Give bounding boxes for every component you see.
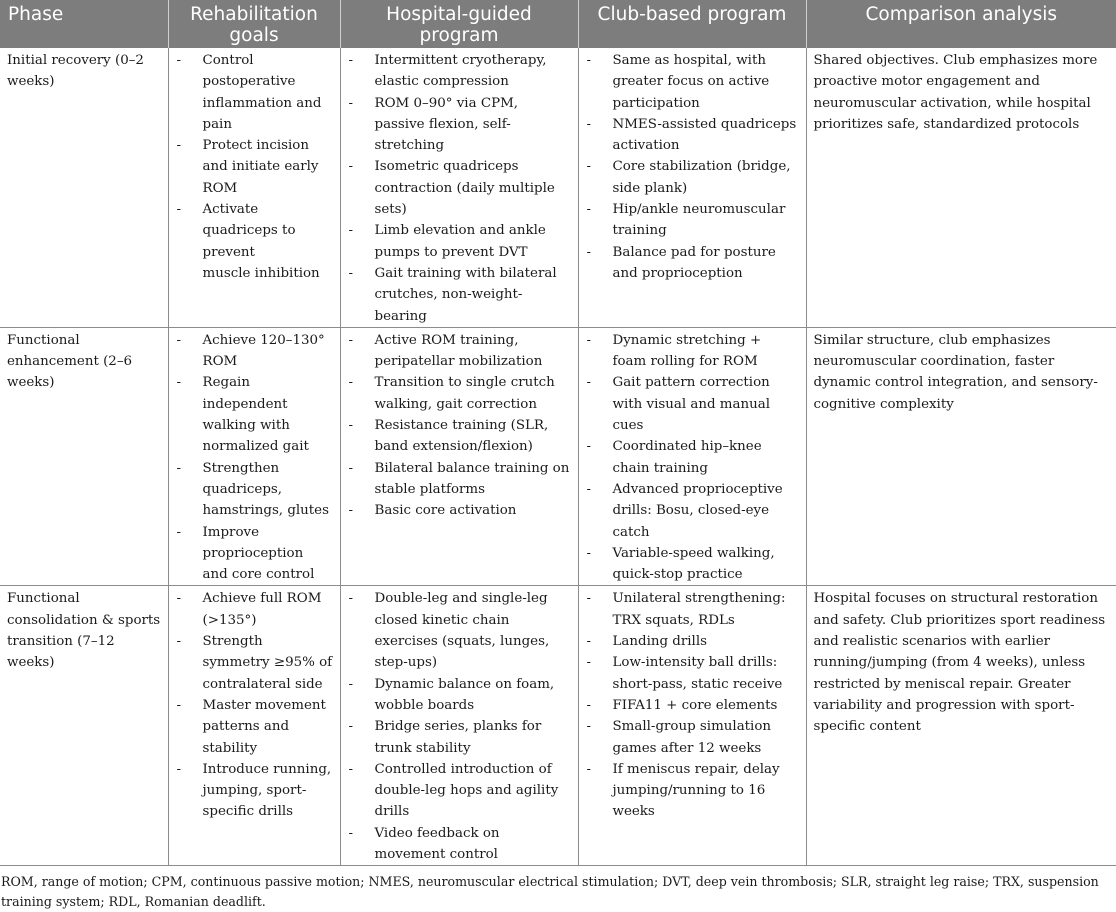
list-item-text: Bridge series, planks for trunk stability <box>374 719 542 756</box>
list-item <box>586 114 799 157</box>
bullet-dash: - <box>586 697 592 713</box>
list-item <box>586 330 799 373</box>
list-item <box>176 50 333 135</box>
list-item <box>348 372 571 415</box>
goals-list <box>176 50 333 284</box>
list-item-text: Introduce running, jumping, sport-specific drills <box>202 761 332 820</box>
list-item-text: If meniscus repair, delay jumping/running to 16 weeks <box>612 761 780 820</box>
bullet-dash: - <box>586 719 592 735</box>
list-item <box>586 543 799 586</box>
list-item-text: Protect incision and initiate early ROM <box>202 138 319 196</box>
list-item <box>586 695 799 716</box>
list-item-text: Control postoperative inflammation and pain <box>202 53 322 132</box>
bullet-dash: - <box>348 676 354 692</box>
list-item-text: Coordinated hip–knee chain training <box>612 439 762 476</box>
list-item <box>348 156 571 220</box>
goals-cell <box>168 327 340 586</box>
bullet-dash: - <box>586 159 592 175</box>
list-item <box>176 759 333 823</box>
list-item <box>176 695 333 759</box>
list-item-text: Regain independent walking with normalized gait <box>202 375 309 455</box>
club-list <box>586 330 799 586</box>
list-item-text: Controlled introduction of double-leg hops and agility drills <box>374 761 559 820</box>
list-item <box>348 93 571 157</box>
bullet-dash: - <box>586 545 592 561</box>
bullet-dash: - <box>176 761 182 777</box>
list-item <box>176 588 333 631</box>
list-item-text: Bilateral balance training on stable platforms <box>374 460 570 497</box>
bullet-dash: - <box>348 719 354 735</box>
list-item <box>176 372 333 457</box>
bullet-dash: - <box>348 265 354 281</box>
list-item <box>586 652 799 695</box>
bullet-dash: - <box>348 223 354 239</box>
goals-list <box>176 588 333 822</box>
bullet-dash: - <box>348 95 354 111</box>
bullet-dash: - <box>348 825 354 841</box>
list-item-text: Balance pad for posture and proprioception <box>612 244 776 281</box>
header-analysis: Comparison analysis <box>806 0 1116 48</box>
list-item <box>586 759 799 823</box>
bullet-dash: - <box>586 244 592 260</box>
list-item-text: Same as hospital, with greater focus on active participation <box>612 53 770 111</box>
list-item-text: Double-leg and single-leg closed kinetic chain exercises (squats, lunges, step-ups) <box>374 591 550 671</box>
list-item-text: Hip/ankle neuromuscular training <box>612 202 786 239</box>
list-item <box>586 50 799 114</box>
club-list <box>586 50 799 284</box>
bullet-dash: - <box>586 53 592 68</box>
list-item-text: Achieve full ROM (>135°) <box>202 591 322 628</box>
list-item-text: NMES-assisted quadriceps activation <box>612 116 797 154</box>
bullet-dash: - <box>586 655 592 671</box>
list-item <box>176 522 333 586</box>
bullet-dash: - <box>586 761 592 777</box>
header-goals: Rehabilitation goals <box>168 0 340 48</box>
list-item-text: Dynamic balance on foam, wobble boards <box>374 676 555 713</box>
bullet-dash: - <box>176 460 182 476</box>
list-item-text: Advanced proprioceptive drills: Bosu, closed-eye catch <box>612 481 783 540</box>
club-list <box>586 588 799 822</box>
bullet-dash: - <box>176 375 182 391</box>
list-item-text: Isometric quadriceps contraction (daily multiple sets) <box>374 159 555 218</box>
bullet-dash: - <box>586 634 592 650</box>
club-cell <box>578 48 806 327</box>
list-item <box>348 458 571 501</box>
list-item <box>348 759 571 823</box>
list-item-text: Active ROM training, peripatellar mobilization <box>374 332 543 370</box>
list-item <box>348 263 571 327</box>
list-item-text: ROM 0–90° via CPM, passive flexion, self-stretching <box>374 95 519 154</box>
list-item <box>348 823 571 866</box>
list-item <box>348 50 571 93</box>
bullet-dash: - <box>176 202 182 218</box>
table-row <box>0 48 1116 327</box>
header-club: Club-based program <box>578 0 806 48</box>
list-item <box>586 436 799 479</box>
list-item-text: Small-group simulation games after 12 weeks <box>612 719 772 756</box>
header-phase: Phase <box>0 0 168 48</box>
bullet-dash: - <box>176 332 182 348</box>
list-item-text: Landing drills <box>612 634 707 650</box>
list-item <box>348 716 571 759</box>
list-item <box>176 458 333 522</box>
bullet-dash: - <box>586 439 592 455</box>
list-item <box>348 500 571 521</box>
list-item-text: Gait training with bilateral crutches, non-weight-bearing <box>374 265 557 324</box>
bullet-dash: - <box>586 116 592 132</box>
list-item <box>348 330 571 373</box>
analysis-cell: Hospital focuses on structural restoration and safety. Club prioritizes sport readiness and realistic scenarios with earlier running/jumping (from 4 weeks), unless restricted by meniscal repair. Greater variability and progression with sport-specific content <box>806 586 1116 866</box>
table-row <box>0 327 1116 586</box>
bullet-dash: - <box>348 460 354 476</box>
bullet-dash: - <box>348 418 354 434</box>
bullet-dash: - <box>348 53 354 68</box>
hospital-cell <box>340 327 578 586</box>
bullet-dash: - <box>348 591 354 607</box>
bullet-dash: - <box>348 159 354 175</box>
list-item <box>348 220 571 263</box>
analysis-cell: Shared objectives. Club emphasizes more proactive motor engagement and neuromuscular activation, while hospital prioritizes safe, standardized protocols <box>806 48 1116 327</box>
list-item-text: Strength symmetry ≥95% of contralateral side <box>202 634 333 692</box>
list-item-text: Transition to single crutch walking, gait correction <box>374 375 555 412</box>
hospital-list <box>348 50 571 327</box>
bullet-dash: - <box>348 761 354 777</box>
bullet-dash: - <box>176 524 182 540</box>
header-hospital: Hospital-guided program <box>340 0 578 48</box>
bullet-dash: - <box>176 138 182 154</box>
list-item-text: Achieve 120–130° ROM <box>202 332 325 370</box>
list-item <box>348 415 571 458</box>
club-cell <box>578 327 806 586</box>
phase-cell: Functional consolidation & sports transition (7–12 weeks) <box>0 586 168 866</box>
list-item <box>176 135 333 199</box>
list-item <box>348 588 571 673</box>
goals-list <box>176 330 333 586</box>
list-item <box>586 479 799 543</box>
list-item-text: Activate quadriceps to prevent muscle inhibition <box>202 202 320 281</box>
list-item <box>586 716 799 759</box>
bullet-dash: - <box>176 53 182 68</box>
phase-cell: Functional enhancement (2–6 weeks) <box>0 327 168 586</box>
list-item <box>586 631 799 652</box>
club-cell <box>578 586 806 866</box>
bullet-dash: - <box>176 591 182 607</box>
list-item-text: Variable-speed walking, quick-stop practice <box>612 545 775 583</box>
list-item-text: Low-intensity ball drills: short-pass, static receive <box>612 655 783 692</box>
list-item-text: Limb elevation and ankle pumps to prevent DVT <box>374 223 546 260</box>
list-item <box>586 199 799 242</box>
list-item <box>586 372 799 436</box>
list-item <box>348 674 571 717</box>
list-item <box>176 631 333 695</box>
bullet-dash: - <box>348 332 354 348</box>
list-item-text: FIFA11 + core elements <box>612 697 778 713</box>
goals-cell <box>168 586 340 866</box>
bullet-dash: - <box>348 375 354 391</box>
list-item-text: Video feedback on movement control <box>374 825 500 862</box>
list-item-text: Core stabilization (bridge, side plank) <box>612 159 791 196</box>
hospital-cell <box>340 586 578 866</box>
list-item-text: Gait pattern correction with visual and manual cues <box>612 375 771 434</box>
bullet-dash: - <box>586 481 592 497</box>
list-item-text: Basic core activation <box>374 503 517 519</box>
list-item <box>176 330 333 373</box>
bullet-dash: - <box>586 202 592 218</box>
list-item-text: Improve proprioception and core control <box>202 524 315 583</box>
list-item-text: Intermittent cryotherapy, elastic compression <box>374 53 547 90</box>
table-footnote: ROM, range of motion; CPM, continuous passive motion; NMES, neuromuscular electrical stimulation; DVT, deep vein thrombosis; SLR, straight leg raise; TRX, suspension training system; RDL, Romanian deadlift. <box>1 874 1099 910</box>
list-item-text: Resistance training (SLR, band extension/flexion) <box>374 418 549 455</box>
bullet-dash: - <box>348 503 354 519</box>
hospital-list <box>348 588 571 865</box>
analysis-cell: Similar structure, club emphasizes neuromuscular coordination, faster dynamic control integration, and sensory-cognitive complexity <box>806 327 1116 586</box>
list-item <box>176 199 333 284</box>
hospital-cell <box>340 48 578 327</box>
bullet-dash: - <box>586 591 592 607</box>
list-item <box>586 242 799 285</box>
list-item-text: Strengthen quadriceps, hamstrings, glutes <box>202 460 329 519</box>
list-item-text: Dynamic stretching + foam rolling for ROM <box>612 332 762 370</box>
table-header <box>0 0 1116 48</box>
list-item <box>586 588 799 631</box>
list-item-text: Master movement patterns and stability <box>202 697 326 756</box>
hospital-list <box>348 330 571 522</box>
bullet-dash: - <box>586 375 592 391</box>
list-item-text: Unilateral strengthening: TRX squats, RDLs <box>612 591 786 628</box>
phase-cell: Initial recovery (0–2 weeks) <box>0 48 168 327</box>
table-row <box>0 586 1116 866</box>
bullet-dash: - <box>176 634 182 650</box>
list-item <box>586 156 799 199</box>
goals-cell <box>168 48 340 327</box>
bullet-dash: - <box>586 332 592 348</box>
bullet-dash: - <box>176 697 182 713</box>
